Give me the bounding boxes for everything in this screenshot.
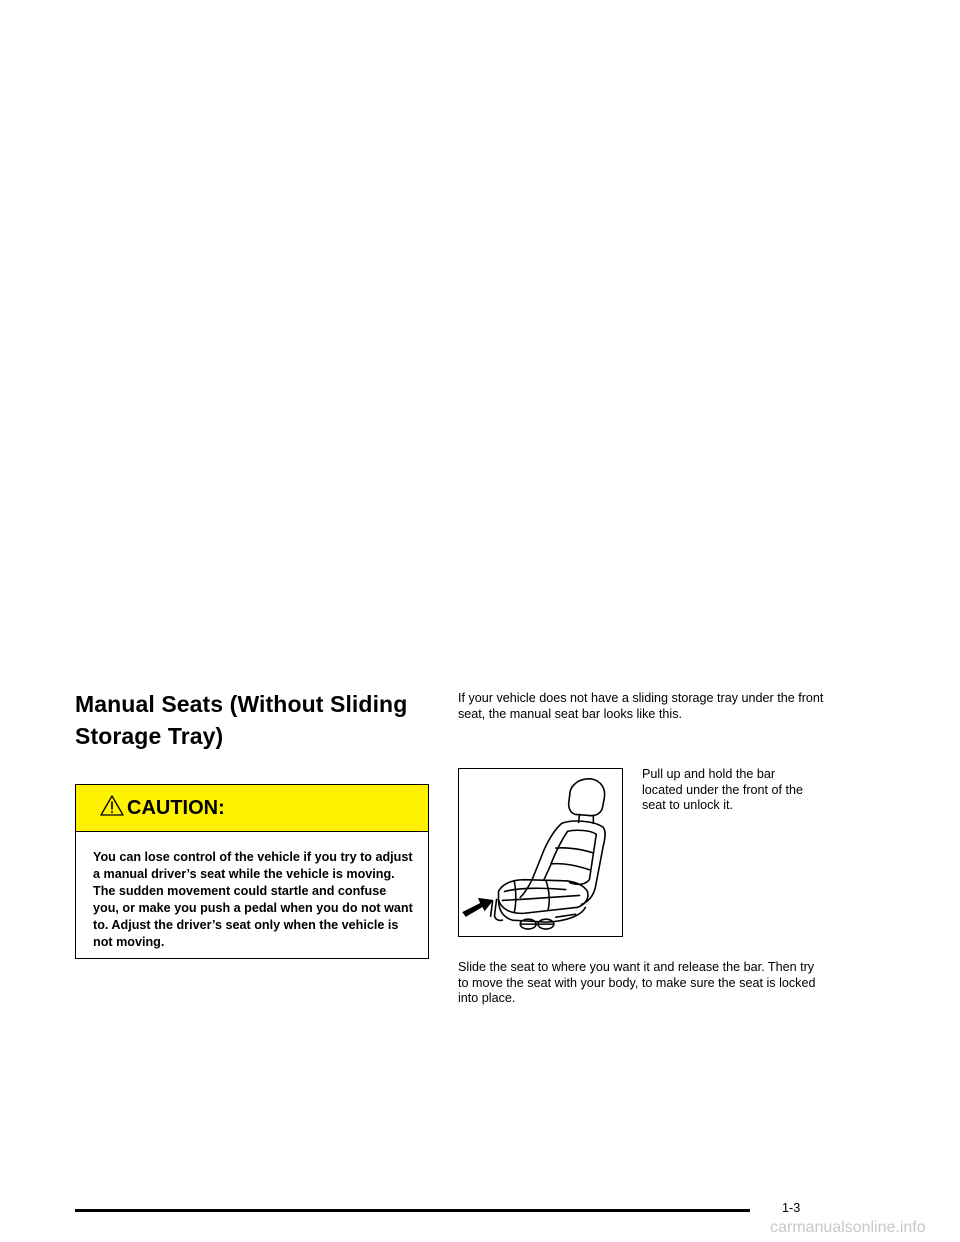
caution-label: CAUTION: bbox=[127, 796, 225, 819]
watermark: carmanualsonline.info bbox=[770, 1219, 926, 1236]
seat-figure bbox=[458, 768, 623, 937]
caution-header bbox=[76, 785, 428, 832]
warning-triangle-icon bbox=[99, 793, 125, 819]
caution-box bbox=[75, 784, 429, 959]
section-title: Manual Seats (Without Sliding Storage Tray) bbox=[75, 691, 408, 749]
footer-rule bbox=[75, 1209, 750, 1212]
seat-illustration-icon bbox=[459, 769, 622, 936]
page-number: 1-3 bbox=[782, 1201, 801, 1215]
caution-text: You can lose control of the vehicle if you try to adjust a manual driver’s seat while the vehicle is moving. The sudden movement could startle and confuse you, or make you push a pedal when you do not want to. Adjust the driver’s seat only when the vehicle is not moving. bbox=[93, 850, 413, 949]
intro-paragraph: If your vehicle does not have a sliding storage tray under the front seat, the manual seat bar looks like this. bbox=[458, 691, 824, 721]
outro-paragraph: Slide the seat to where you want it and release the bar. Then try to move the seat with your body, to make sure the seat is locked into place. bbox=[458, 960, 816, 1005]
figure-caption: Pull up and hold the bar located under the front of the seat to unlock it. bbox=[642, 767, 804, 812]
